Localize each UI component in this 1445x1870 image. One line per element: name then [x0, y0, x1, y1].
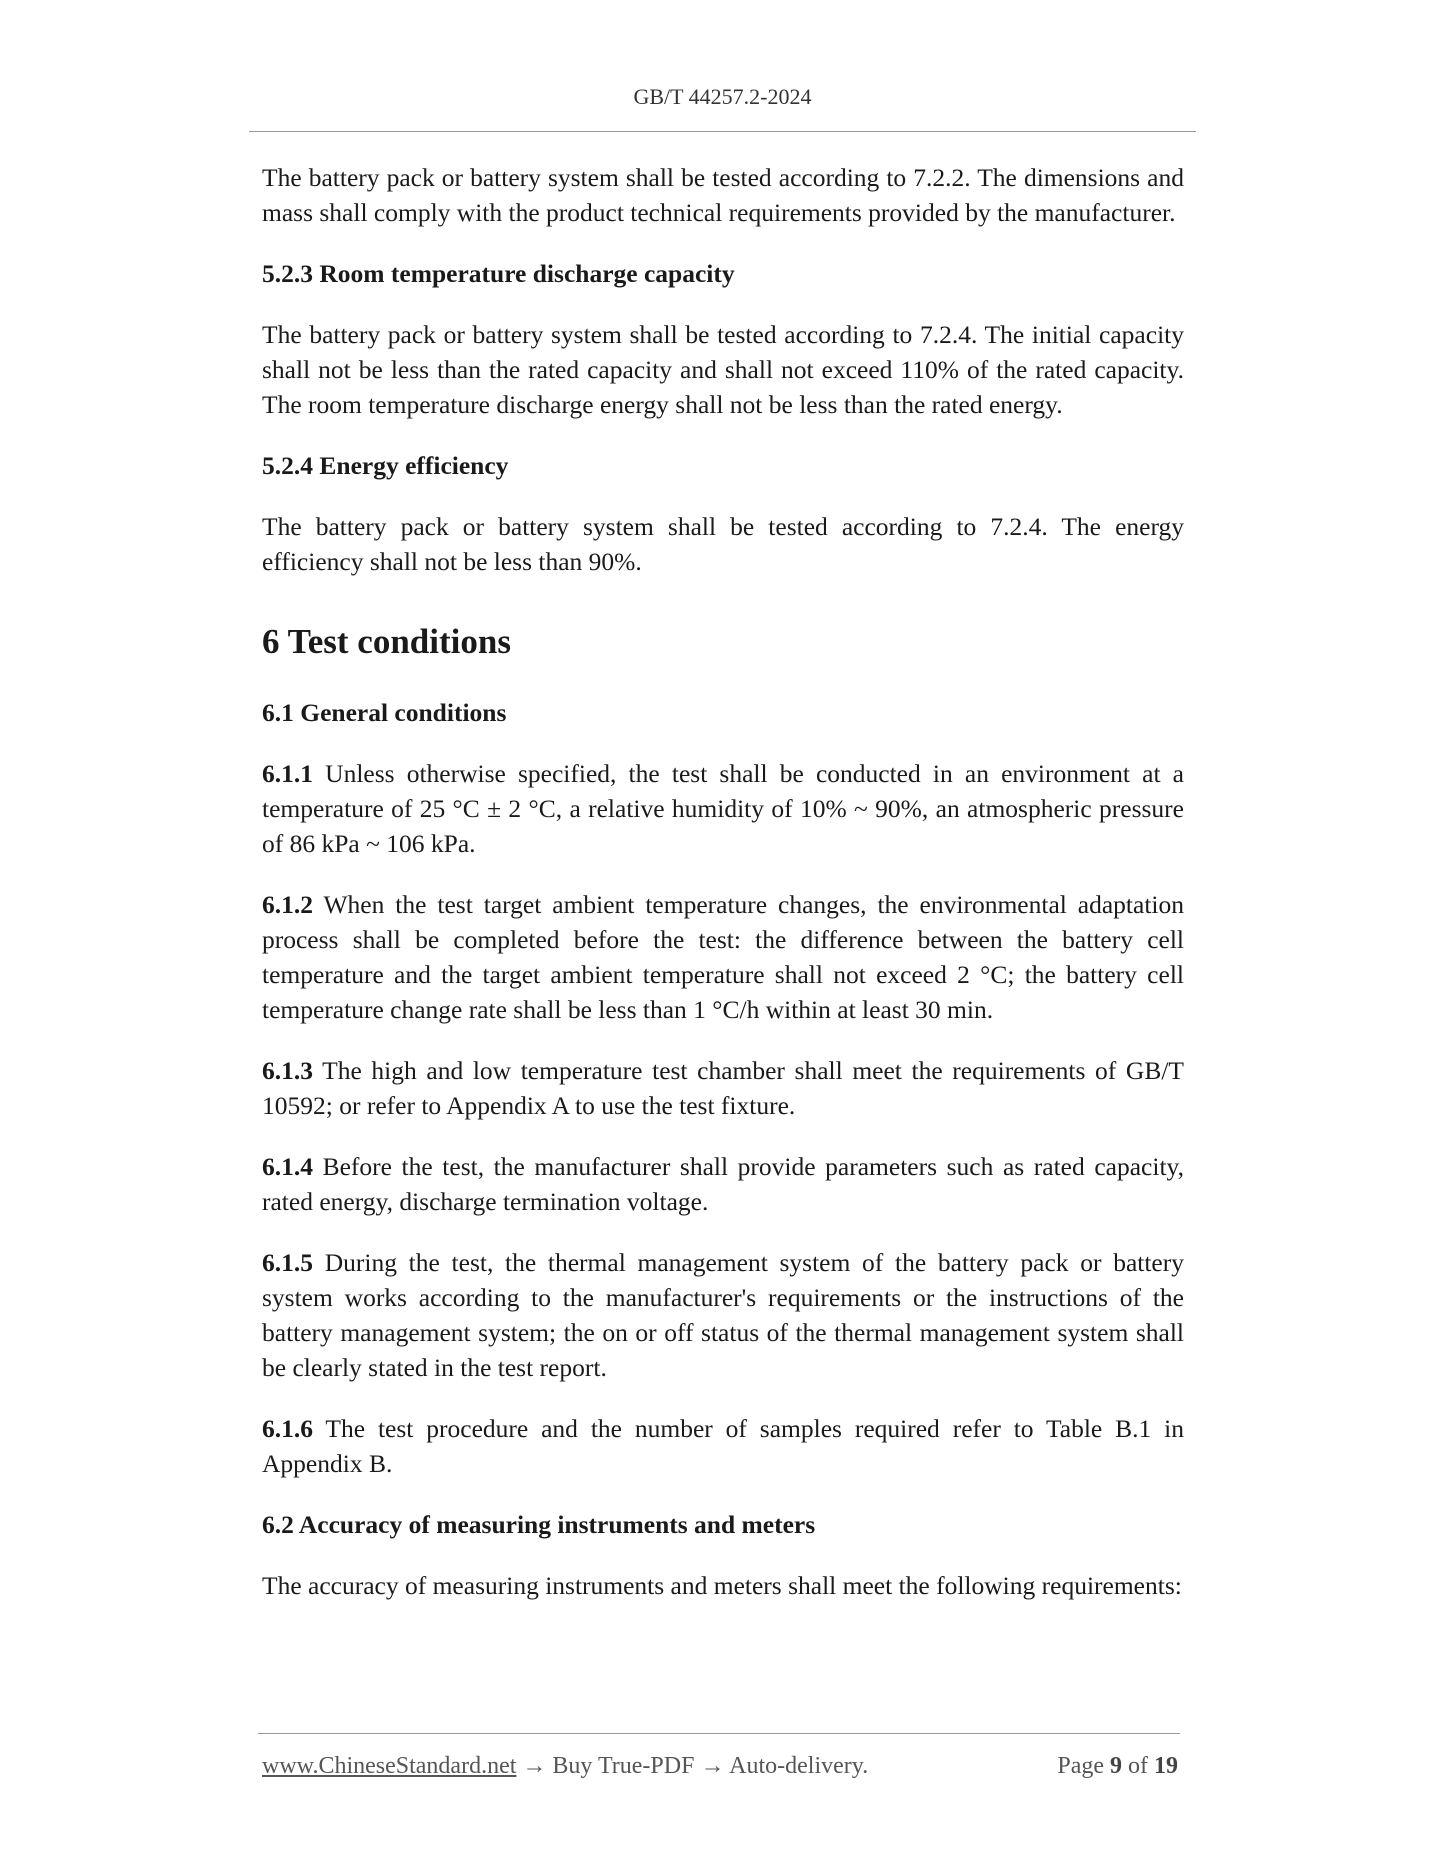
paragraph-6-1-3: [262, 1053, 1184, 1123]
page-label: Page: [1057, 1753, 1104, 1779]
paragraph-6-1-4: [262, 1149, 1184, 1219]
clause-text: When the test target ambient temperature changes, the environmental adaptation process shall be completed before the test: the difference between the battery cell temperature and the target ambient temperature shall not exceed 2 °C; the battery cell temperature change rate shall be less than 1 °C/h within at least 30 min.: [262, 890, 1184, 1024]
arrow-right-icon: →: [700, 1753, 725, 1779]
arrow-right-icon: →: [522, 1753, 547, 1779]
paragraph-6-2: The accuracy of measuring instruments and meters shall meet the following requirements:: [262, 1571, 1182, 1600]
total-page-count: 19: [1154, 1753, 1178, 1779]
clause-text: Unless otherwise specified, the test shall be conducted in an environment at a temperature of 25 °C ± 2 °C, a relative humidity of 10% ~ 90%, an atmospheric pressure of 86 kPa ~ 106 kPa.: [262, 759, 1184, 858]
clause-text: The high and low temperature test chamber shall meet the requirements of GB/T 10592; or refer to Appendix A to use the test fixture.: [262, 1056, 1184, 1120]
section-title-6: 6 Test conditions: [262, 622, 511, 661]
clause-number: 6.1.1: [262, 759, 313, 788]
paragraph-6-1-2: [262, 887, 1184, 1027]
paragraph-6-1-6: [262, 1411, 1184, 1481]
paragraph-6-1-5: [262, 1245, 1184, 1385]
heading-6-1: 6.1 General conditions: [262, 698, 507, 727]
heading-5-2-3: 5.2.3 Room temperature discharge capacity: [262, 259, 735, 288]
paragraph-5-2-4: The battery pack or battery system shall be tested according to 7.2.4. The energy efficiency shall not be less than 90%.: [262, 512, 1184, 576]
clause-number: 6.1.2: [262, 890, 313, 919]
clause-number: 6.1.6: [262, 1414, 313, 1443]
heading-5-2-4: 5.2.4 Energy efficiency: [262, 451, 509, 480]
clause-number: 6.1.3: [262, 1056, 313, 1085]
paragraph-6-1-1: [262, 756, 1184, 861]
footer-promo: [262, 1753, 868, 1780]
paragraph-5-2-3: The battery pack or battery system shall be tested according to 7.2.4. The initial capacity shall not be less than the rated capacity and shall not exceed 110% of the rated capacity. The room temperature discharge energy shall not be less than the rated energy.: [262, 320, 1184, 419]
footer-divider: [258, 1733, 1180, 1734]
current-page-number: 9: [1110, 1753, 1122, 1779]
auto-delivery-text: Auto-delivery.: [724, 1753, 869, 1779]
clause-text: During the test, the thermal management system of the battery pack or battery system works according to the manufacturer's requirements or the instructions of the battery management system; the on or off status of the thermal management system shall be clearly stated in the test report.: [262, 1248, 1184, 1382]
document-code-header: GB/T 44257.2-2024: [633, 84, 812, 109]
heading-6-2: 6.2 Accuracy of measuring instruments and meters: [262, 1510, 816, 1539]
clause-text: Before the test, the manufacturer shall provide parameters such as rated capacity, rated energy, discharge termination voltage.: [262, 1152, 1184, 1216]
paragraph-5-2-2: The battery pack or battery system shall be tested according to 7.2.2. The dimensions and mass shall comply with the product technical requirements provided by the manufacturer.: [262, 163, 1184, 227]
header-divider: [249, 131, 1196, 132]
page-body: [262, 160, 1184, 1629]
buy-pdf-text: Buy True-PDF: [546, 1753, 701, 1779]
clause-number: 6.1.5: [262, 1248, 313, 1277]
clause-text: The test procedure and the number of samples required refer to Table B.1 in Appendix B.: [262, 1414, 1184, 1478]
clause-number: 6.1.4: [262, 1152, 313, 1181]
website-link[interactable]: www.ChineseStandard.net: [262, 1753, 517, 1779]
page-number: [1057, 1753, 1178, 1780]
of-label: of: [1128, 1753, 1148, 1779]
